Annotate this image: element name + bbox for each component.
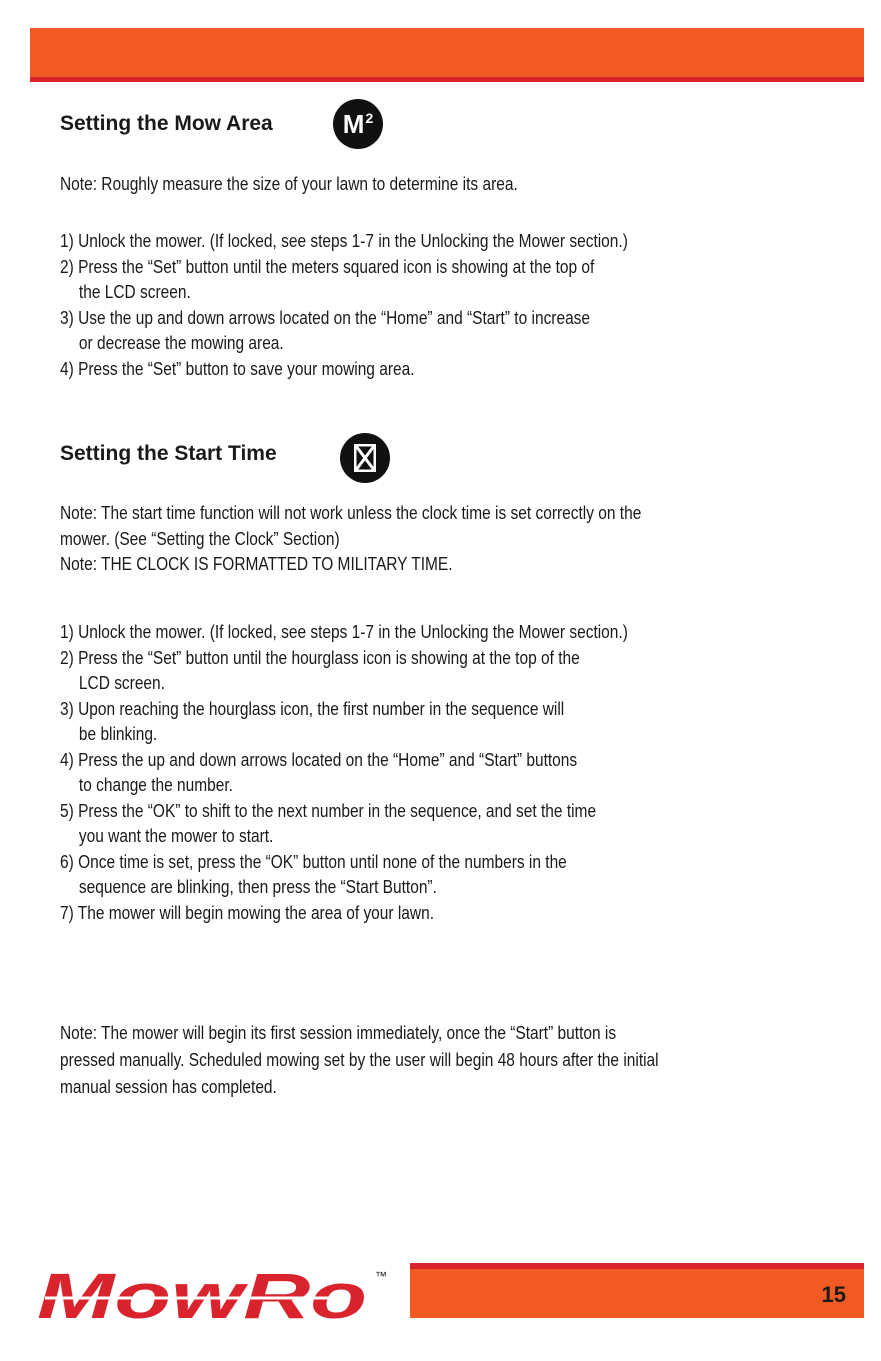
step-text: 3) Upon reaching the hourglass icon, the first number in the sequence will	[60, 698, 565, 719]
step-text: 4) Press the “Set” button to save your mowing area.	[60, 358, 415, 379]
list-item	[60, 901, 628, 927]
page-number: 15	[821, 1282, 846, 1307]
meters-squared-icon-exponent: 2	[365, 110, 374, 126]
list-item	[60, 229, 628, 255]
footer-band	[410, 1263, 864, 1318]
list-item	[60, 306, 628, 357]
step-text: 7) The mower will begin mowing the area of your lawn.	[60, 902, 434, 923]
trademark-symbol: ™	[375, 1269, 387, 1283]
list-item	[60, 620, 628, 646]
step-text: 4) Press the up and down arrows located on the “Home” and “Start” buttons	[60, 749, 578, 770]
note-military-time: Note: THE CLOCK IS FORMATTED TO MILITARY TIME.	[60, 554, 453, 574]
note-line: Note: The start time function will not work unless the clock time is set correctly on the	[60, 503, 642, 523]
header-band	[30, 28, 864, 82]
step-text-continued: to change the number.	[78, 775, 233, 795]
step-text: 5) Press the “OK” to shift to the next number in the sequence, and set the time	[60, 800, 597, 821]
list-item	[60, 646, 628, 697]
step-text: 1) Unlock the mower. (If locked, see steps 1-7 in the Unlocking the Mower section.)	[60, 622, 628, 642]
start-time-steps	[60, 620, 628, 926]
logo-wordmark: MowRo	[37, 1260, 367, 1328]
section-heading-mow-area: Setting the Mow Area	[60, 112, 273, 135]
list-item	[60, 697, 628, 748]
meters-squared-icon-base: M	[342, 109, 365, 139]
note-line: mower. (See “Setting the Clock” Section)	[60, 528, 340, 549]
hourglass-icon-glyph	[354, 444, 376, 472]
step-text-continued: the LCD screen.	[78, 282, 191, 302]
step-text-continued: LCD screen.	[78, 673, 165, 693]
list-item	[60, 255, 628, 306]
note-line: Note: The mower will begin its first session immediately, once the “Start” button is	[60, 1023, 617, 1043]
list-item	[60, 357, 628, 383]
step-text-continued: or decrease the mowing area.	[78, 333, 284, 353]
mowro-logo	[35, 1258, 395, 1328]
step-text: 6) Once time is set, press the “OK” button until none of the numbers in the	[60, 851, 567, 872]
section-heading-start-time: Setting the Start Time	[60, 442, 277, 465]
list-item	[60, 799, 628, 850]
step-text: 2) Press the “Set” button until the hourglass icon is showing at the top of the	[60, 647, 580, 668]
note-line: manual session has completed.	[60, 1077, 277, 1097]
step-text-continued: you want the mower to start.	[78, 826, 274, 846]
mow-area-steps	[60, 229, 628, 382]
step-text: 1) Unlock the mower. (If locked, see steps 1-7 in the Unlocking the Mower section.)	[60, 231, 628, 251]
list-item	[60, 748, 628, 799]
step-text: 3) Use the up and down arrows located on the “Home” and “Start” to increase	[60, 307, 591, 328]
meters-squared-icon	[333, 99, 383, 149]
start-time-note-clock	[60, 501, 641, 578]
final-note	[60, 1020, 659, 1101]
list-item	[60, 850, 628, 901]
step-text-continued: be blinking.	[78, 724, 158, 744]
step-text: 2) Press the “Set” button until the meters squared icon is showing at the top of	[60, 256, 595, 277]
hourglass-icon	[340, 433, 390, 483]
step-text-continued: sequence are blinking, then press the “Start Button”.	[78, 877, 437, 897]
note-line: pressed manually. Scheduled mowing set by the user will begin 48 hours after the initial	[60, 1050, 659, 1070]
mow-area-note: Note: Roughly measure the size of your lawn to determine its area.	[60, 174, 518, 194]
